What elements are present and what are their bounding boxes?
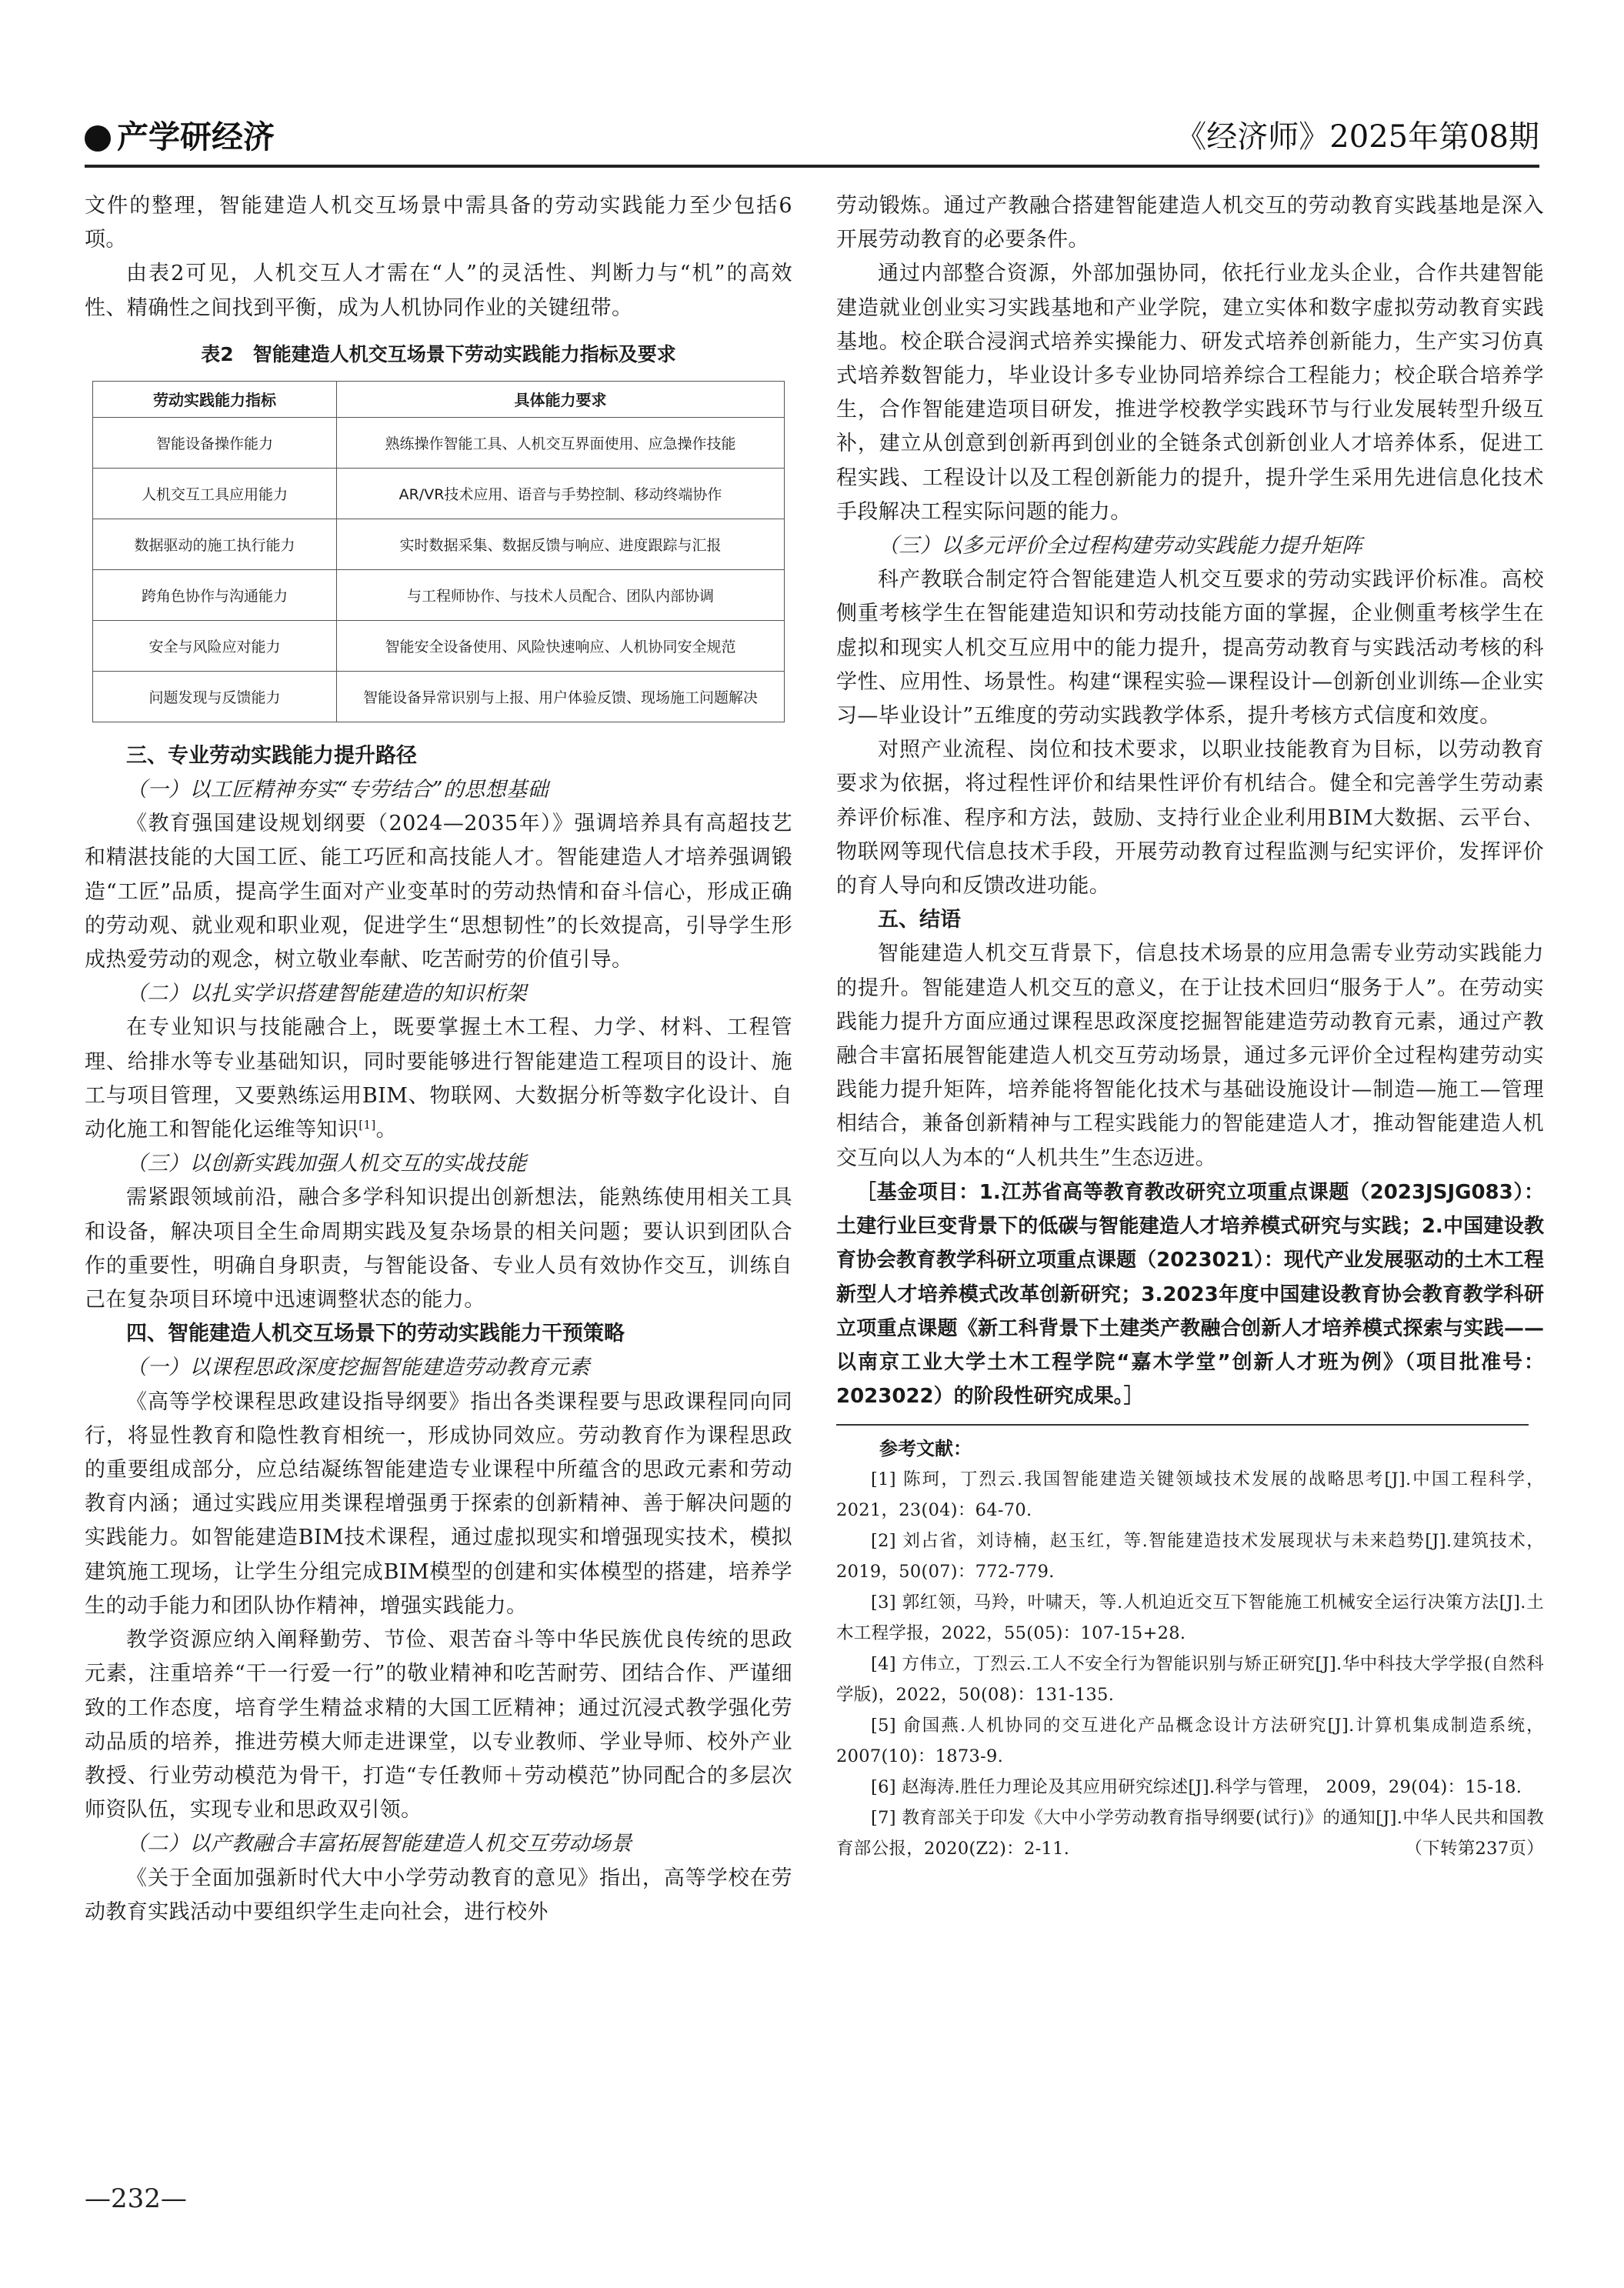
section-label: [85, 114, 275, 160]
funding-note: ［基金项目：1.江苏省高等教育教改研究立项重点课题（2023JSJG083）：土建行业巨变背景下的低碳与智能建造人才培养模式研究与实践；2.中国建设教育协会教育教学科研立项重点课题（2023021）：现代产业发展驱动的土木工程新型人才培养模式改革创新研究；3.2023年度中国建设教育协会教育教学科研立项重点课题《新工科背景下土建类产教融合创新人才培养模式探索与实践——以南京工业大学土木工程学院“嘉木学堂”创新人才班为例》（项目批准号：2023022）的阶段性研究成果。］: [836, 1180, 1545, 1409]
page-header: [85, 114, 1539, 168]
table-row: [93, 519, 785, 569]
table-cell: 人机交互工具应用能力: [93, 468, 337, 519]
reference-item: [1] 陈珂，丁烈云.我国智能建造关键领域技术发展的战略思考[J].中国工程科学，2021，23(04)：64-70.: [836, 1469, 1544, 1521]
subsection-heading: （一）以工匠精神夯实“专劳结合”的思想基础: [126, 778, 549, 802]
table-row: [93, 620, 785, 671]
right-column: [836, 189, 1544, 1864]
table-cell: 熟练操作智能工具、人机交互界面使用、应急操作技能: [337, 417, 785, 468]
table-row: [93, 569, 785, 620]
table-cell: 问题发现与反馈能力: [93, 671, 337, 722]
subsection-heading: （三）以创新实践加强人机交互的实战技能: [126, 1152, 527, 1176]
citation-ref: [1]: [358, 1118, 376, 1132]
reference-item: [5] 俞国燕.人机协同的交互进化产品概念设计方法研究[J].计算机集成制造系统，2007(10)：1873-9.: [836, 1716, 1544, 1767]
table-cell: 实时数据采集、数据反馈与响应、进度跟踪与汇报: [337, 519, 785, 569]
reference-item: [4] 方伟立，丁烈云.工人不安全行为智能识别与矫正研究[J].华中科技大学学报(自然科学版)，2022，50(08)：131-135.: [836, 1654, 1544, 1706]
subsection-heading: （二）以产教融合丰富拓展智能建造人机交互劳动场景: [126, 1832, 632, 1856]
table-cell: 智能设备操作能力: [93, 417, 337, 468]
paragraph: 需紧跟领域前沿，融合多学科知识提出创新想法，能熟练使用相关工具和设备，解决项目全生命周期实践及复杂场景的相关问题；要认识到团队合作的重要性，明确自身职责，与智能设备、专业人员有效协作交互，训练自己在复杂项目环境中迅速调整状态的能力。: [85, 1186, 792, 1312]
section-heading: 三、专业劳动实践能力提升路径: [126, 743, 417, 768]
reference-text: [7] 教育部关于印发《大中小学劳动教育指导纲要(试行)》的通知[J].中华人民共和国教育部公报，2020(Z2)：2-11.: [836, 1808, 1544, 1859]
section-heading: 五、结语: [878, 908, 961, 932]
paragraph: 通过内部整合资源，外部加强协同，依托行业龙头企业，合作共建智能建造就业创业实习实践基地和产业学院，建立实体和数字虚拟劳动教育实践基地。校企联合浸润式培养实操能力、研发式培养创新能力，生产实习仿真式培养数智能力，毕业设计多专业协同培养综合工程能力；校企联合培养学生，合作智能建造项目研发，推进学校教学实践环节与行业发展转型升级互补，建立从创意到创新再到创业的全链条式创新创业人才培养体系，促进工程实践、工程设计以及工程创新能力的提升，提升学生采用先进信息化技术手段解决工程实际问题的能力。: [836, 262, 1544, 524]
table-cell: 安全与风险应对能力: [93, 620, 337, 671]
paragraph: 对照产业流程、岗位和技术要求，以职业技能教育为目标，以劳动教育要求为依据，将过程性评价和结果性评价有机结合。健全和完善学生劳动素养评价标准、程序和方法，鼓励、支持行业企业利用BIM大数据、云平台、物联网等现代信息技术手段，开展劳动教育过程监测与纪实评价，发挥评价的育人导向和反馈改进功能。: [836, 738, 1544, 899]
paragraph: 教学资源应纳入阐释勤劳、节俭、艰苦奋斗等中华民族优良传统的思政元素，注重培养“干一行爱一行”的敬业精神和吃苦耐劳、团结合作、严谨细致的工作态度，培育学生精益求精的大国工匠精神；通过沉浸式教学强化劳动品质的培养，推进劳模大师走进课堂，以专业教师、学业导师、校外产业教授、行业劳动模范为骨干，打造“专任教师＋劳动模范”协同配合的多层次师资队伍，实现专业和思政双引领。: [85, 1628, 792, 1823]
reference-item: [2] 刘占省，刘诗楠，赵玉红，等.智能建造技术发展现状与未来趋势[J].建筑技术，2019，50(07)：772-779.: [836, 1531, 1544, 1583]
table-row: [93, 468, 785, 519]
table-row: [93, 417, 785, 468]
bullet-dot-icon: [85, 125, 111, 152]
header-rule: [85, 165, 1539, 168]
subsection-heading: （一）以课程思政深度挖掘智能建造劳动教育元素: [126, 1356, 590, 1380]
table-cell: 智能设备异常识别与上报、用户体验反馈、现场施工问题解决: [337, 671, 785, 722]
paragraph: 劳动锻炼。通过产教融合搭建智能建造人机交互的劳动教育实践基地是深入开展劳动教育的必要条件。: [836, 194, 1544, 252]
table-row: [93, 671, 785, 722]
subsection-heading: （三）以多元评价全过程构建劳动实践能力提升矩阵: [878, 534, 1363, 559]
table-cell: 与工程师协作、与技术人员配合、团队内部协调: [337, 569, 785, 620]
section-heading: 四、智能建造人机交互场景下的劳动实践能力干预策略: [126, 1322, 625, 1346]
paragraph-text: 在专业知识与技能融合上，既要掌握土木工程、力学、材料、工程管理、给排水等专业基础知识，同时要能够进行智能建造工程项目的设计、施工与项目管理，又要熟练运用BIM、物联网、大数据分析等数字化设计、自动化施工和智能化运维等知识: [85, 1016, 792, 1142]
table-header: 具体能力要求: [337, 381, 785, 417]
table-cell: 智能安全设备使用、风险快速响应、人机协同安全规范: [337, 620, 785, 671]
paragraph: [85, 1011, 792, 1147]
table-cell: 跨角色协作与沟通能力: [93, 569, 337, 620]
table-cell: AR/VR技术应用、语音与手势控制、移动终端协作: [337, 468, 785, 519]
paragraph: 由表2可见，人机交互人才需在“人”的灵活性、判断力与“机”的高效性、精确性之间找到平衡，成为人机协同作业的关键纽带。: [85, 262, 792, 320]
table-header: 劳动实践能力指标: [93, 381, 337, 417]
continued-note: （下转第237页）: [1405, 1839, 1544, 1859]
references-rule: [836, 1424, 1529, 1426]
reference-item: [3] 郭红领，马羚，叶啸天，等.人机迫近交互下智能施工机械安全运行决策方法[J].土木工程学报，2022，55(05)：107-15+28.: [836, 1593, 1544, 1644]
reference-item: [6] 赵海涛.胜任力理论及其应用研究综述[J].科学与管理， 2009，29(04)：15-18.: [871, 1777, 1522, 1798]
paragraph: 《教育强国建设规划纲要（2024—2035年）》强调培养具有高超技艺和精湛技能的大国工匠、能工巧匠和高技能人才。智能建造人才培养强调锻造“工匠”品质，提高学生面对产业变革时的劳动热情和奋斗信心，形成正确的劳动观、就业观和职业观，促进学生“思想韧性”的长效提高，引导学生形成热爱劳动的观念，树立敬业奉献、吃苦耐劳的价值引导。: [85, 812, 792, 972]
paragraph: 《高等学校课程思政建设指导纲要》指出各类课程要与思政课程同向同行，将显性教育和隐性教育相统一，形成协同效应。劳动教育作为课程思政的重要组成部分，应总结凝练智能建造专业课程中所蕴含的思政元素和劳动教育内涵；通过实践应用类课程增强勇于探索的创新精神、善于解决问题的实践能力。如智能建造BIM技术课程，通过虚拟现实和增强现实技术，模拟建筑施工现场，让学生分组完成BIM模型的创建和实体模型的搭建，培养学生的动手能力和团队协作精神，增强实践能力。: [85, 1389, 792, 1618]
ability-table: [92, 381, 785, 722]
paragraph: 科产教联合制定符合智能建造人机交互要求的劳动实践评价标准。高校侧重考核学生在智能建造知识和劳动技能方面的掌握，企业侧重考核学生在虚拟和现实人机交互应用中的能力提升，提高劳动教育与实践活动考核的科学性、应用性、场景性。构建“课程实验—课程设计—创新创业训练—企业实习—毕业设计”五维度的劳动实践教学体系，提升考核方式信度和效度。: [836, 568, 1544, 729]
reference-item: [836, 1803, 1544, 1864]
references-title: 参考文献：: [879, 1438, 972, 1460]
page-number: —232—: [85, 2183, 187, 2214]
section-label-text: 产学研经济: [117, 118, 275, 155]
subsection-heading: （二）以扎实学识搭建智能建造的知识桁架: [126, 982, 527, 1006]
paragraph: 智能建造人机交互背景下，信息技术场景的应用急需专业劳动实践能力的提升。智能建造人机交互的意义，在于让技术回归“服务于人”。在劳动实践能力提升方面应通过课程思政深度挖掘智能建造劳动教育元素，通过产教融合丰富拓展智能建造人机交互劳动场景，通过多元评价全过程构建劳动实践能力提升矩阵，培养能将智能化技术与基础设施设计—制造—施工—管理相结合，兼备创新精神与工程实践能力的智能建造人才，推动智能建造人机交互向以人为本的“人机共生”生态迈进。: [836, 942, 1544, 1170]
table-header-row: [93, 381, 785, 417]
left-column: [85, 189, 792, 1929]
paragraph-end: 。: [375, 1118, 398, 1142]
table-caption: 表2 智能建造人机交互场景下劳动实践能力指标及要求: [201, 342, 676, 365]
paragraph: 文件的整理，智能建造人机交互场景中需具备的劳动实践能力至少包括6项。: [85, 194, 792, 252]
journal-issue: 《经济师》2025年第08期: [1175, 119, 1539, 155]
paragraph: 《关于全面加强新时代大中小学劳动教育的意见》指出，高等学校在劳动教育实践活动中要组织学生走向社会，进行校外: [85, 1866, 792, 1924]
table-cell: 数据驱动的施工执行能力: [93, 519, 337, 569]
